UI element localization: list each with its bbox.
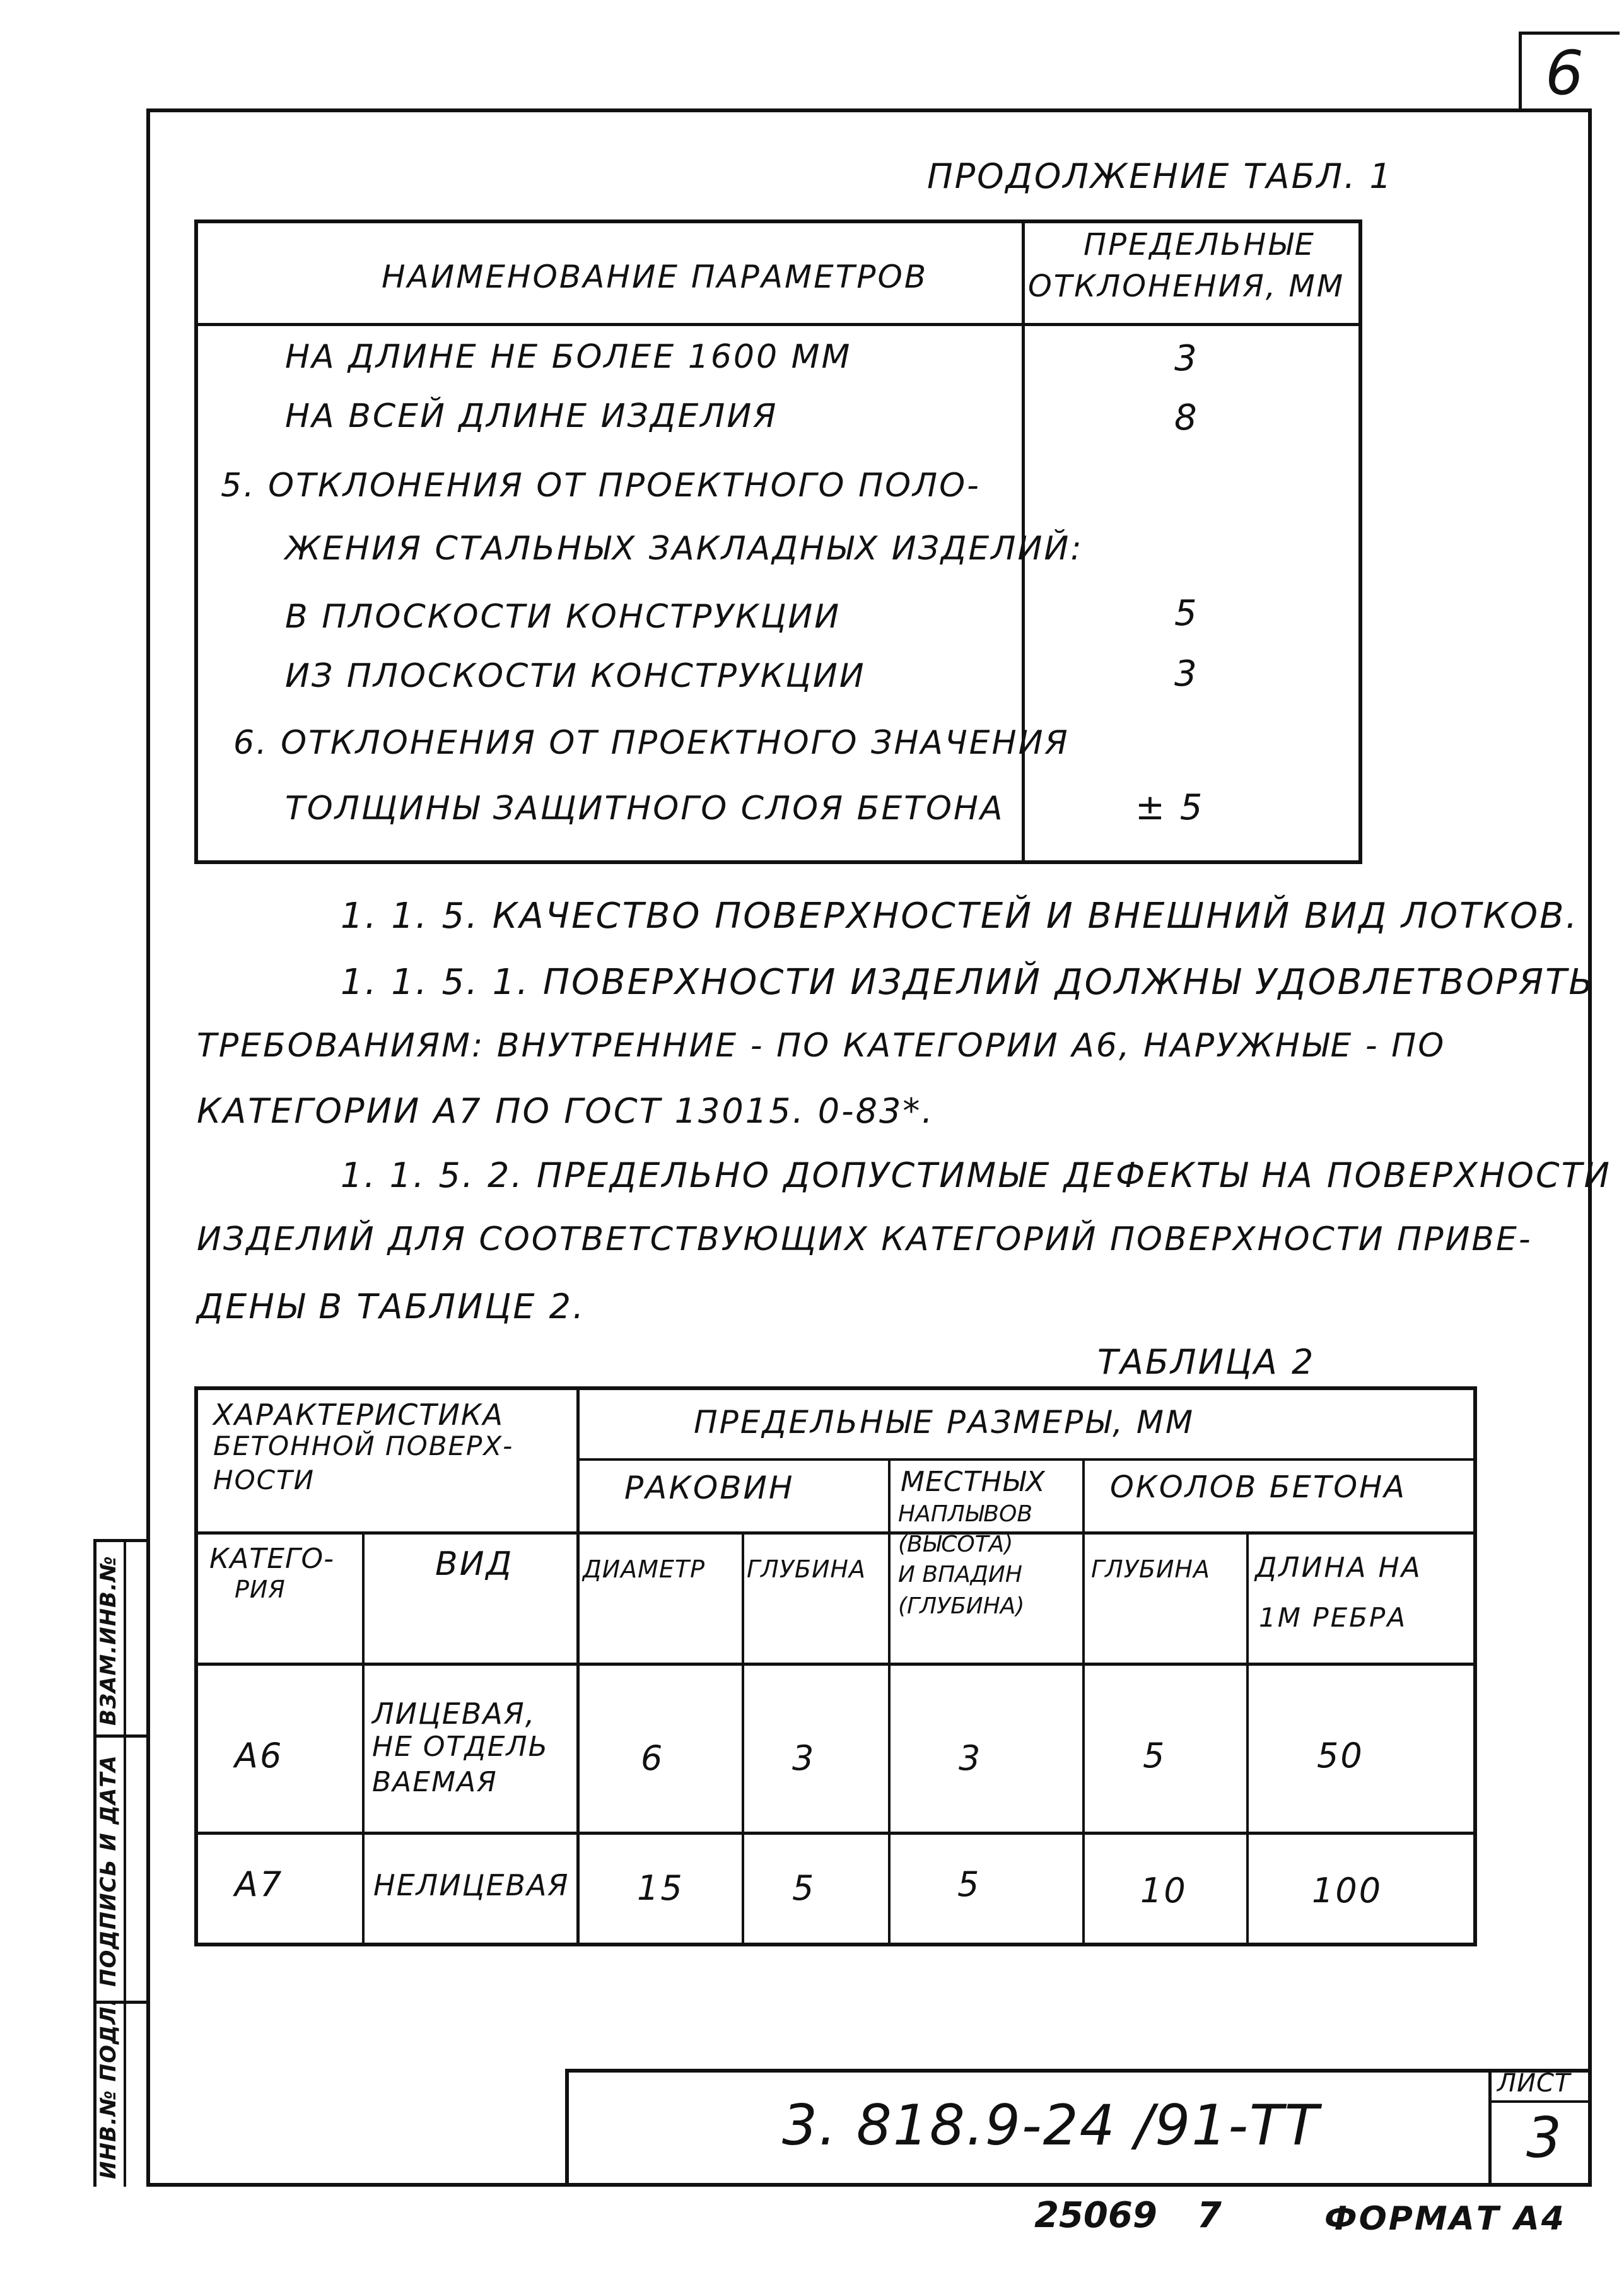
t2-cell-kind: ВАЕМАЯ bbox=[372, 1766, 498, 1798]
t2-cell-kind: ЛИЦЕВАЯ, bbox=[372, 1697, 536, 1731]
t1-row-text: ТОЛЩИНЫ ЗАЩИТНОГО СЛОЯ БЕТОНА bbox=[285, 790, 1005, 828]
footer-doc-number: 25069 bbox=[1034, 2195, 1157, 2236]
side-strip-top bbox=[93, 1539, 150, 1542]
t2-h-local-1: МЕСТНЫХ bbox=[901, 1466, 1046, 1498]
t1-row-value: 3 bbox=[1174, 338, 1199, 379]
t1-header-dev-2: ОТКЛОНЕНИЯ, ММ bbox=[1028, 269, 1345, 304]
t2-cell-local: 3 bbox=[959, 1738, 983, 1778]
t1-row-text: НА ВСЕЙ ДЛИНЕ ИЗДЕЛИЯ bbox=[285, 397, 778, 435]
t2-h-local-4: И ВПАДИН bbox=[898, 1562, 1022, 1588]
t2-v-category bbox=[362, 1531, 365, 1946]
frame-bottom bbox=[146, 2183, 1592, 2187]
t1-header-dev-1: ПРЕДЕЛЬНЫЕ bbox=[1084, 227, 1316, 262]
t2-right bbox=[1473, 1386, 1477, 1946]
sheet-number: 3 bbox=[1526, 2105, 1562, 2170]
footer-copy-number: 7 bbox=[1197, 2195, 1222, 2236]
t2-v-local bbox=[1082, 1458, 1085, 1946]
t2-h-limits bbox=[578, 1458, 1477, 1461]
t2-h-local-3: (ВЫСОТА) bbox=[898, 1531, 1014, 1557]
t1-right bbox=[1358, 219, 1362, 864]
t1-row-value: 8 bbox=[1174, 397, 1199, 438]
corner-box-top bbox=[1519, 32, 1620, 35]
t2-cell-category: А6 bbox=[235, 1736, 284, 1775]
t2-cell-kind: НЕЛИЦЕВАЯ bbox=[373, 1868, 570, 1902]
t1-bottom bbox=[194, 860, 1362, 864]
t2-h-chip-depth: ГЛУБИНА bbox=[1091, 1555, 1210, 1583]
t2-cell-diameter: 15 bbox=[637, 1868, 684, 1908]
corner-box-left bbox=[1519, 32, 1522, 110]
t2-h-depth: ГЛУБИНА bbox=[747, 1555, 866, 1583]
t1-row-text: 5. ОТКЛОНЕНИЯ ОТ ПРОЕКТНОГО ПОЛО- bbox=[221, 467, 981, 505]
t1-header-params: НАИМЕНОВАНИЕ ПАРАМЕТРОВ bbox=[382, 259, 928, 295]
para-1-1-5: 1. 1. 5. КАЧЕСТВО ПОВЕРХНОСТЕЙ И ВНЕШНИЙ ВИД ЛОТКОВ. bbox=[341, 896, 1579, 937]
t2-cell-length: 50 bbox=[1317, 1736, 1364, 1775]
t1-row-text: НА ДЛИНЕ НЕ БОЛЕЕ 1600 ММ bbox=[285, 338, 852, 376]
t1-row-value: 5 bbox=[1174, 593, 1199, 634]
t2-cell-kind: НЕ ОТДЕЛЬ bbox=[372, 1731, 549, 1763]
side-strip-mid bbox=[124, 1539, 126, 2187]
t2-bottom bbox=[194, 1943, 1477, 1946]
t2-h-length-2: 1М РЕБРА bbox=[1259, 1602, 1408, 1633]
t1-row-value: ± 5 bbox=[1135, 787, 1205, 828]
para-1-1-5-2-line3: ДЕНЫ В ТАБЛИЦЕ 2. bbox=[197, 1287, 586, 1326]
t2-h-local-2: НАПЛЫВОВ bbox=[898, 1501, 1033, 1527]
t2-top bbox=[194, 1386, 1477, 1390]
t1-row-text: 6. ОТКЛОНЕНИЯ ОТ ПРОЕКТНОГО ЗНАЧЕНИЯ bbox=[233, 724, 1070, 762]
t2-h-diameter: ДИАМЕТР bbox=[583, 1555, 706, 1583]
para-1-1-5-1-line2: ТРЕБОВАНИЯМ: ВНУТРЕННИЕ - ПО КАТЕГОРИИ А6, НАРУЖНЫЕ - ПО bbox=[197, 1027, 1446, 1065]
para-1-1-5-2-line2: ИЗДЕЛИЙ ДЛЯ СООТВЕТСТВУЮЩИХ КАТЕГОРИЙ ПОВЕРХНОСТИ ПРИВЕ- bbox=[197, 1220, 1533, 1258]
para-1-1-5-2-line1: 1. 1. 5. 2. ПРЕДЕЛЬНО ДОПУСТИМЫЕ ДЕФЕКТЫ НА ПОВЕРХНОСТИ bbox=[341, 1155, 1611, 1195]
page-corner-number: 6 bbox=[1545, 38, 1584, 108]
side-label-replace-inv: ВЗАМ.ИНВ.№ bbox=[96, 1555, 121, 1726]
t2-h-header2 bbox=[194, 1663, 1477, 1666]
para-1-1-5-1-line3: КАТЕГОРИИ А7 ПО ГОСТ 13015. 0-83*. bbox=[197, 1091, 935, 1131]
t2-cell-chip-depth: 10 bbox=[1140, 1871, 1188, 1910]
t1-top bbox=[194, 219, 1362, 223]
t1-row-text: ИЗ ПЛОСКОСТИ КОНСТРУКЦИИ bbox=[285, 657, 866, 695]
t2-v-chipdepth bbox=[1246, 1531, 1249, 1946]
t2-h-limits: ПРЕДЕЛЬНЫЕ РАЗМЕРЫ, ММ bbox=[694, 1404, 1195, 1441]
table1-caption: ПРОДОЛЖЕНИЕ ТАБЛ. 1 bbox=[927, 156, 1393, 196]
t2-h-chips: ОКОЛОВ БЕТОНА bbox=[1110, 1470, 1406, 1505]
frame-top bbox=[146, 108, 1592, 112]
t2-left bbox=[194, 1386, 198, 1946]
frame-left bbox=[146, 108, 150, 2187]
t2-h-kind: ВИД bbox=[435, 1545, 514, 1583]
t2-h-characteristic-3: НОСТИ bbox=[213, 1465, 315, 1495]
t2-h-row bbox=[194, 1832, 1477, 1835]
t2-h-characteristic-1: ХАРАКТЕРИСТИКА bbox=[213, 1398, 504, 1432]
t2-v-diameter bbox=[742, 1531, 744, 1946]
document-code: 3. 818.9-24 /91-ТТ bbox=[782, 2093, 1320, 2158]
t2-cell-local: 5 bbox=[957, 1864, 981, 1904]
side-label-inv-orig: ИНВ.№ ПОДЛ. bbox=[96, 1997, 121, 2179]
sheet-label: ЛИСТ bbox=[1497, 2069, 1571, 2098]
t2-cell-diameter: 6 bbox=[641, 1738, 665, 1778]
para-1-1-5-1-line1: 1. 1. 5. 1. ПОВЕРХНОСТИ ИЗДЕЛИЙ ДОЛЖНЫ УДОВЛЕТВОРЯТЬ bbox=[341, 962, 1595, 1003]
t2-h-category-2: РИЯ bbox=[235, 1576, 286, 1603]
t2-v-kind bbox=[576, 1386, 580, 1946]
t2-cell-depth: 5 bbox=[792, 1868, 816, 1908]
t2-v-depth bbox=[888, 1458, 891, 1946]
t2-cell-depth: 3 bbox=[792, 1738, 816, 1778]
t2-h-length-1: ДЛИНА НА bbox=[1255, 1552, 1422, 1584]
stamp-sheet-divider bbox=[1488, 2069, 1492, 2187]
stamp-left bbox=[565, 2069, 569, 2187]
t1-header-bottom bbox=[194, 323, 1362, 326]
t2-h-header bbox=[194, 1531, 1477, 1535]
t2-h-local-5: (ГЛУБИНА) bbox=[898, 1593, 1025, 1619]
t2-h-characteristic-2: БЕТОННОЙ ПОВЕРХ- bbox=[213, 1430, 514, 1461]
t2-cell-chip-depth: 5 bbox=[1143, 1736, 1167, 1775]
t2-h-pits: РАКОВИН bbox=[624, 1470, 795, 1506]
side-strip-h1 bbox=[93, 1734, 150, 1738]
table2-caption: ТАБЛИЦА 2 bbox=[1097, 1342, 1316, 1382]
stamp-sheet-label-line bbox=[1488, 2100, 1592, 2103]
footer-format: ФОРМАТ А4 bbox=[1324, 2200, 1566, 2238]
frame-right bbox=[1588, 108, 1592, 2187]
t1-row-value: 3 bbox=[1174, 653, 1199, 694]
t2-h-category-1: КАТЕГО- bbox=[209, 1543, 335, 1575]
t2-cell-category: А7 bbox=[235, 1864, 284, 1904]
t1-left bbox=[194, 219, 198, 864]
t1-row-text: ЖЕНИЯ СТАЛЬНЫХ ЗАКЛАДНЫХ ИЗДЕЛИЙ: bbox=[285, 530, 1084, 568]
side-label-sign-date: ПОДПИСЬ И ДАТА bbox=[96, 1755, 121, 1987]
t2-cell-length: 100 bbox=[1312, 1871, 1383, 1910]
stamp-top bbox=[565, 2069, 1592, 2073]
t1-row-text: В ПЛОСКОСТИ КОНСТРУКЦИИ bbox=[285, 598, 841, 636]
